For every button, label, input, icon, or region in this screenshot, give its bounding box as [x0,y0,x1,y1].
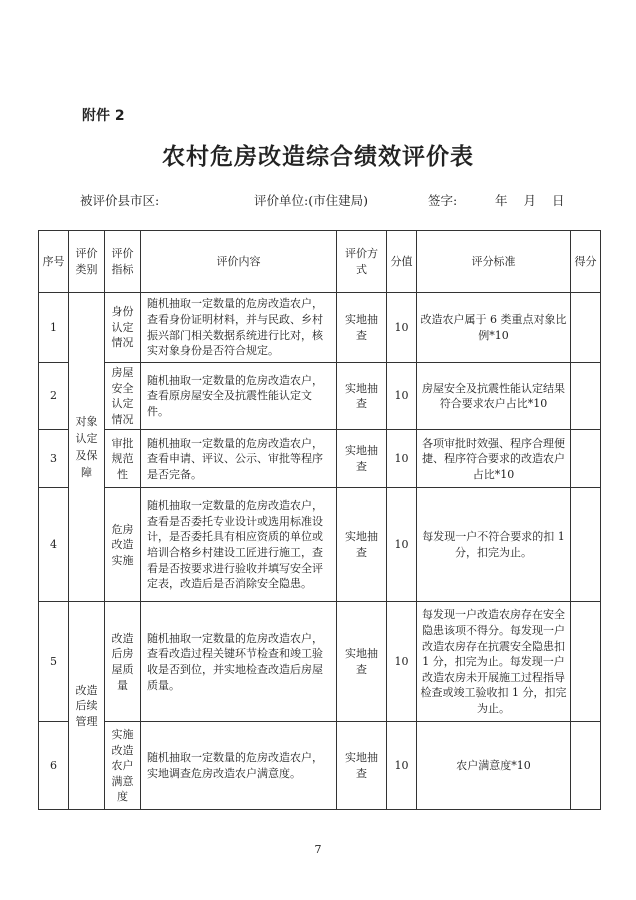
header-points: 分值 [387,231,417,293]
row-score[interactable] [571,293,601,363]
row-method: 实地抽查 [337,602,387,722]
header-method: 评价方式 [337,231,387,293]
row-content: 随机抽取一定数量的危房改造农户，实地调查危房改造农户满意度。 [141,722,337,810]
row-no: 5 [39,602,69,722]
page-title: 农村危房改造综合绩效评价表 [162,143,474,170]
row-indicator: 房屋安全认定情况 [105,363,141,430]
table-row [39,488,601,602]
table-row [39,602,601,722]
row-criteria: 每发现一户不符合要求的扣 1 分，扣完为止。 [417,488,571,602]
evaluated-county-label: 被评价县市区: [80,193,160,208]
row-method: 实地抽查 [337,430,387,488]
row-indicator: 身份认定情况 [105,293,141,363]
header-content: 评价内容 [141,231,337,293]
signature-label: 签字: [428,193,458,208]
row-points: 10 [387,293,417,363]
row-points: 10 [387,722,417,810]
row-indicator: 改造后房屋质量 [105,602,141,722]
table-header-row [39,231,601,293]
header-no: 序号 [39,231,69,293]
header-score: 得分 [571,231,601,293]
row-points: 10 [387,488,417,602]
row-criteria: 各项审批时效强、程序合理便捷、程序符合要求的改造农户占比*10 [417,430,571,488]
row-score[interactable] [571,602,601,722]
row-method: 实地抽查 [337,293,387,363]
row-score[interactable] [571,363,601,430]
row-method: 实地抽查 [337,722,387,810]
row-no: 6 [39,722,69,810]
row-score[interactable] [571,430,601,488]
category-cell: 改造后续管理 [69,602,105,810]
date-label: 年 月 日 [495,193,565,208]
row-content: 随机抽取一定数量的危房改造农户，查看原房屋安全及抗震性能认定文件。 [141,363,337,430]
row-content: 随机抽取一定数量的危房改造农户，查看身份证明材料，并与民政、乡村振兴部门相关数据系统进行比对，核实对象身份是否符合规定。 [141,293,337,363]
row-indicator: 危房改造实施 [105,488,141,602]
row-score[interactable] [571,722,601,810]
row-no: 1 [39,293,69,363]
header-category: 评价类别 [69,231,105,293]
row-content: 随机抽取一定数量的危房改造农户，查看是否委托专业设计或选用标准设计，是否委托具有相应资质的单位或培训合格乡村建设工匠进行施工，查看是否按要求进行验收并填写安全评定表，改造后是否消除安全隐患。 [141,488,337,602]
row-content: 随机抽取一定数量的危房改造农户，查看申请、评议、公示、审批等程序是否完备。 [141,430,337,488]
header-criteria: 评分标准 [417,231,571,293]
row-score[interactable] [571,488,601,602]
page-number: 7 [314,843,322,856]
row-no: 4 [39,488,69,602]
row-points: 10 [387,602,417,722]
annex-label: 附件 2 [82,108,125,124]
row-method: 实地抽查 [337,488,387,602]
row-points: 10 [387,363,417,430]
category-cell: 对象认定及保障 [69,293,105,602]
row-criteria: 每发现一户改造农房存在安全隐患该项不得分。每发现一户改造农房存在抗震安全隐患扣 1 分，扣完为止。每发现一户改造农房未开展施工过程指导检查或竣工验收扣 1 分，扣完为止。 [417,602,571,722]
row-criteria: 改造农户属于 6 类重点对象比例*10 [417,293,571,363]
table-row [39,293,601,363]
row-criteria: 房屋安全及抗震性能认定结果符合要求农户占比*10 [417,363,571,430]
row-content: 随机抽取一定数量的危房改造农户，查看改造过程关键环节检查和竣工验收是否到位，并实地检查改造后房屋质量。 [141,602,337,722]
row-no: 2 [39,363,69,430]
table-row [39,430,601,488]
row-no: 3 [39,430,69,488]
evaluator-label: 评价单位:(市住建局) [254,193,368,208]
table-row [39,363,601,430]
header-indicator: 评价指标 [105,231,141,293]
evaluation-table [38,230,601,810]
row-points: 10 [387,430,417,488]
row-indicator: 审批规范性 [105,430,141,488]
row-criteria: 农户满意度*10 [417,722,571,810]
table-row [39,722,601,810]
row-indicator: 实施改造农户满意度 [105,722,141,810]
row-method: 实地抽查 [337,363,387,430]
